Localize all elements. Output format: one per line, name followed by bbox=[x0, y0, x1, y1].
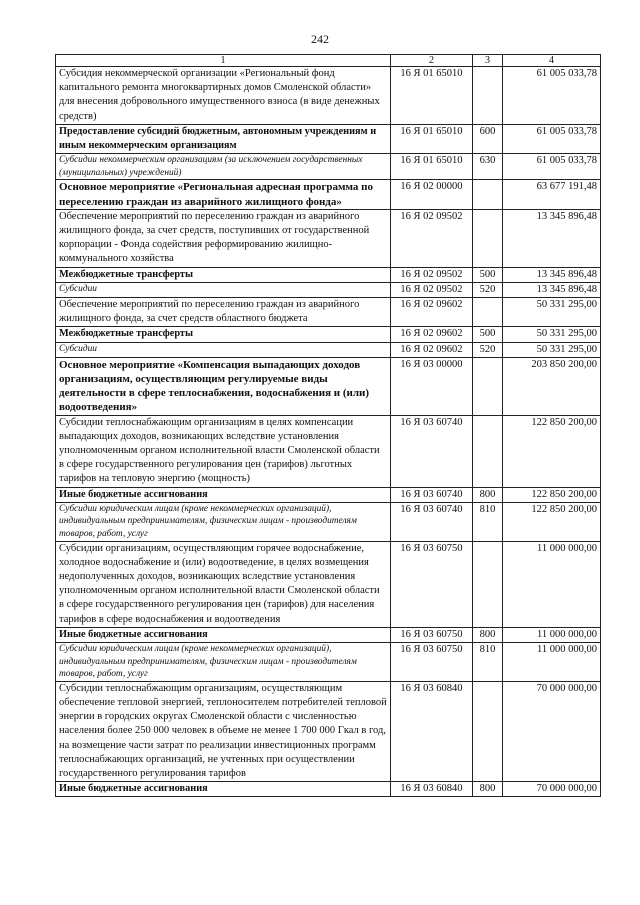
row-name-cell: Основное мероприятие «Компенсация выпадающих доходов организациям, осуществляющим регулируемые виды деятельности в сфере теплоснабжения, водоснабжения и (или) водоотведения» bbox=[56, 357, 391, 415]
row-code-cell: 16 Я 02 00000 bbox=[391, 180, 473, 209]
row-type-cell bbox=[473, 681, 503, 781]
row-type-cell: 520 bbox=[473, 342, 503, 357]
row-name-cell: Предоставление субсидий бюджетным, автономным учреждениям и иным некоммерческим организациям bbox=[56, 124, 391, 153]
row-name-cell: Межбюджетные трансферты bbox=[56, 327, 391, 342]
row-code-cell: 16 Я 02 09602 bbox=[391, 342, 473, 357]
row-name-cell: Межбюджетные трансферты bbox=[56, 267, 391, 282]
table-row bbox=[56, 154, 601, 180]
row-code-cell: 16 Я 02 09502 bbox=[391, 282, 473, 297]
row-sum-cell: 11 000 000,00 bbox=[503, 627, 601, 642]
row-type-cell bbox=[473, 209, 503, 267]
row-sum-cell: 61 005 033,78 bbox=[503, 154, 601, 180]
table-row bbox=[56, 502, 601, 541]
table-row bbox=[56, 627, 601, 642]
row-name-cell: Субсидии организациям, осуществляющим горячее водоснабжение, холодное водоснабжение и (или) водоотведение, в целях возмещения недополученных доходов, возникающих вследствие установления уполномоченным органом исполнительной власти Смоленской области в сфере государственного регулирования цен (тарифов) для населения тарифов в сфере водоснабжения и водоотведения bbox=[56, 541, 391, 627]
row-code-cell: 16 Я 02 09502 bbox=[391, 209, 473, 267]
row-name-cell: Иные бюджетные ассигнования bbox=[56, 782, 391, 797]
table-row bbox=[56, 681, 601, 781]
row-name-cell: Субсидии юридическим лицам (кроме некоммерческих организаций), индивидуальным предпринимателям, физическим лицам - производителям товаров, работ, услуг bbox=[56, 502, 391, 541]
row-name-cell: Субсидия некоммерческой организации «Региональный фонд капитального ремонта многоквартирных домов Смоленской области» для внесения добровольного имущественного взноса (в виде денежных средств) bbox=[56, 67, 391, 125]
row-sum-cell: 50 331 295,00 bbox=[503, 327, 601, 342]
row-name-cell: Субсидии теплоснабжающим организациям в целях компенсации выпадающих доходов, возникающих вследствие установления уполномоченным органом исполнительной власти Смоленской области в сфере государственного регулирования цен (тарифов) льготных тарифов на тепловую энергию (мощность) bbox=[56, 415, 391, 487]
row-type-cell: 600 bbox=[473, 124, 503, 153]
row-type-cell bbox=[473, 357, 503, 415]
row-sum-cell: 61 005 033,78 bbox=[503, 67, 601, 125]
table-row bbox=[56, 487, 601, 502]
table-row bbox=[56, 282, 601, 297]
row-sum-cell: 70 000 000,00 bbox=[503, 782, 601, 797]
row-name-cell: Иные бюджетные ассигнования bbox=[56, 487, 391, 502]
row-type-cell: 800 bbox=[473, 487, 503, 502]
row-code-cell: 16 Я 01 65010 bbox=[391, 124, 473, 153]
row-type-cell: 810 bbox=[473, 502, 503, 541]
row-code-cell: 16 Я 03 60750 bbox=[391, 627, 473, 642]
table-row bbox=[56, 267, 601, 282]
row-code-cell: 16 Я 03 60840 bbox=[391, 681, 473, 781]
row-sum-cell: 122 850 200,00 bbox=[503, 415, 601, 487]
row-type-cell: 520 bbox=[473, 282, 503, 297]
row-name-cell: Основное мероприятие «Региональная адресная программа по переселению граждан из аварийного жилищного фонда» bbox=[56, 180, 391, 209]
row-code-cell: 16 Я 02 09602 bbox=[391, 327, 473, 342]
table-row bbox=[56, 541, 601, 627]
row-type-cell bbox=[473, 67, 503, 125]
row-code-cell: 16 Я 02 09502 bbox=[391, 267, 473, 282]
column-header-2: 2 bbox=[391, 55, 473, 67]
row-code-cell: 16 Я 02 09602 bbox=[391, 298, 473, 327]
row-type-cell bbox=[473, 541, 503, 627]
row-type-cell bbox=[473, 415, 503, 487]
row-name-cell: Субсидии bbox=[56, 342, 391, 357]
row-name-cell: Субсидии теплоснабжающим организациям, осуществляющим обеспечение тепловой энергией, теплоносителем потребителей тепловой энергии в городских округах Смоленской области с численностью населения более 250 000 человек в объеме не менее 1 700 000 Гкал в год, на возмещение части затрат по реализации инвестиционных программ теплоснабжающих организаций, не учтенных при осуществлении государственного регулирования тарифов bbox=[56, 681, 391, 781]
row-type-cell bbox=[473, 180, 503, 209]
row-type-cell: 800 bbox=[473, 627, 503, 642]
row-sum-cell: 50 331 295,00 bbox=[503, 298, 601, 327]
table-row bbox=[56, 298, 601, 327]
row-type-cell: 800 bbox=[473, 782, 503, 797]
row-code-cell: 16 Я 01 65010 bbox=[391, 67, 473, 125]
row-sum-cell: 63 677 191,48 bbox=[503, 180, 601, 209]
table-row bbox=[56, 180, 601, 209]
row-sum-cell: 122 850 200,00 bbox=[503, 487, 601, 502]
row-code-cell: 16 Я 03 60740 bbox=[391, 502, 473, 541]
column-header-4: 4 bbox=[503, 55, 601, 67]
table-row bbox=[56, 342, 601, 357]
row-type-cell: 630 bbox=[473, 154, 503, 180]
table-row bbox=[56, 643, 601, 682]
row-sum-cell: 70 000 000,00 bbox=[503, 681, 601, 781]
row-sum-cell: 203 850 200,00 bbox=[503, 357, 601, 415]
row-sum-cell: 11 000 000,00 bbox=[503, 643, 601, 682]
table-row bbox=[56, 327, 601, 342]
row-code-cell: 16 Я 03 00000 bbox=[391, 357, 473, 415]
row-type-cell: 810 bbox=[473, 643, 503, 682]
table-row bbox=[56, 357, 601, 415]
row-code-cell: 16 Я 01 65010 bbox=[391, 154, 473, 180]
row-code-cell: 16 Я 03 60750 bbox=[391, 643, 473, 682]
row-code-cell: 16 Я 03 60840 bbox=[391, 782, 473, 797]
row-sum-cell: 13 345 896,48 bbox=[503, 267, 601, 282]
table-header-row bbox=[56, 55, 601, 67]
table-row bbox=[56, 124, 601, 153]
table-body bbox=[56, 67, 601, 797]
row-code-cell: 16 Я 03 60740 bbox=[391, 487, 473, 502]
row-name-cell: Субсидии юридическим лицам (кроме некоммерческих организаций), индивидуальным предпринимателям, физическим лицам - производителям товаров, работ, услуг bbox=[56, 643, 391, 682]
row-sum-cell: 50 331 295,00 bbox=[503, 342, 601, 357]
page-number: 242 bbox=[311, 32, 329, 46]
row-type-cell: 500 bbox=[473, 327, 503, 342]
budget-table bbox=[55, 54, 601, 797]
row-name-cell: Субсидии некоммерческим организациям (за исключением государственных (муниципальных) учреждений) bbox=[56, 154, 391, 180]
row-sum-cell: 11 000 000,00 bbox=[503, 541, 601, 627]
column-header-1: 1 bbox=[56, 55, 391, 67]
row-name-cell: Иные бюджетные ассигнования bbox=[56, 627, 391, 642]
column-header-3: 3 bbox=[473, 55, 503, 67]
table-row bbox=[56, 209, 601, 267]
table-row bbox=[56, 415, 601, 487]
row-name-cell: Обеспечение мероприятий по переселению граждан из аварийного жилищного фонда, за счет средств, поступивших от государственной корпорации - Фонда содействия реформированию жилищно-коммунального хозяйства bbox=[56, 209, 391, 267]
row-name-cell: Обеспечение мероприятий по переселению граждан из аварийного жилищного фонда, за счет средств областного бюджета bbox=[56, 298, 391, 327]
row-type-cell bbox=[473, 298, 503, 327]
row-sum-cell: 122 850 200,00 bbox=[503, 502, 601, 541]
row-sum-cell: 61 005 033,78 bbox=[503, 124, 601, 153]
row-code-cell: 16 Я 03 60750 bbox=[391, 541, 473, 627]
row-sum-cell: 13 345 896,48 bbox=[503, 209, 601, 267]
row-sum-cell: 13 345 896,48 bbox=[503, 282, 601, 297]
row-name-cell: Субсидии bbox=[56, 282, 391, 297]
row-type-cell: 500 bbox=[473, 267, 503, 282]
row-code-cell: 16 Я 03 60740 bbox=[391, 415, 473, 487]
table-row bbox=[56, 67, 601, 125]
table-row bbox=[56, 782, 601, 797]
